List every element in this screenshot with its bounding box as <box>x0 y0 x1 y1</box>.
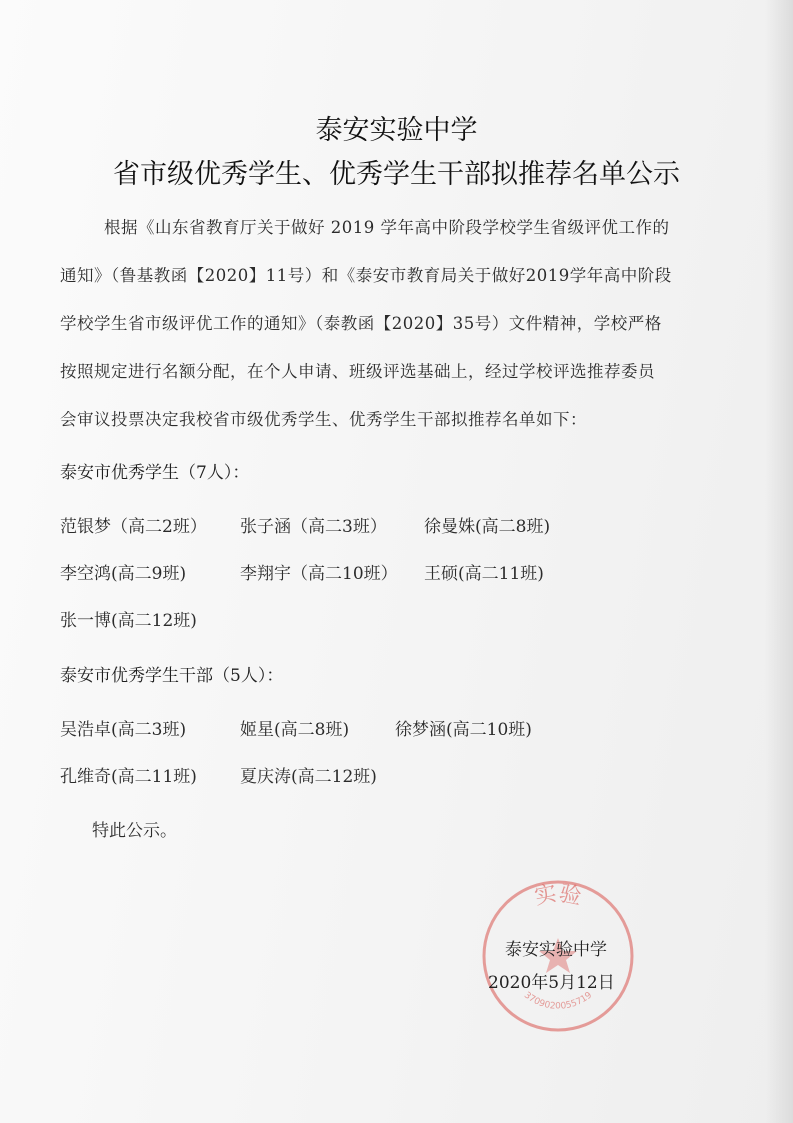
cadre-name: 吴浩卓(高二3班) <box>60 720 187 740</box>
signature-org: 泰安实验中学 <box>505 940 607 960</box>
cadre-name: 夏庆涛(高二12班) <box>240 767 377 787</box>
cadre-name: 徐梦涵(高二10班) <box>395 720 532 740</box>
signature-date: 2020年5月12日 <box>488 973 615 993</box>
closing-text: 特此公示。 <box>92 821 177 841</box>
paragraph-line: 通知》（鲁基教函【2020】11号）和《泰安市教育局关于做好2019学年高中阶段 <box>60 266 672 285</box>
paragraph-line: 会审议投票决定我校省市级优秀学生、优秀学生干部拟推荐名单如下： <box>60 410 587 429</box>
document-title-line2: 省市级优秀学生、优秀学生干部拟推荐名单公示 <box>113 159 680 190</box>
section-heading-cadres: 泰安市优秀学生干部（5人）： <box>60 666 284 686</box>
paragraph-line: 按照规定进行名额分配，在个人申请、班级评选基础上，经过学校评选推荐委员 <box>60 362 655 381</box>
student-name: 李空鸿(高二9班) <box>60 564 187 584</box>
paragraph-line: 根据《山东省教育厅关于做好 2019 学年高中阶段学校学生省级评优工作的 <box>104 218 670 237</box>
paragraph-line: 学校学生省市级评优工作的通知》（泰教函【2020】35号）文件精神，学校严格 <box>60 314 662 333</box>
section-heading-students: 泰安市优秀学生（7人）： <box>60 463 250 483</box>
student-name: 李翔宇（高二10班） <box>240 564 398 584</box>
document-title-line1: 泰安实验中学 <box>315 115 478 146</box>
cadre-name: 孔维奇(高二11班) <box>60 767 197 787</box>
student-name: 范银梦（高二2班） <box>60 517 207 537</box>
seal-code-text: 3709020055719 <box>521 990 595 1012</box>
student-name: 张一博(高二12班) <box>60 611 197 631</box>
seal-top-text: 实验 <box>532 881 584 911</box>
student-name: 王硕(高二11班) <box>424 564 544 584</box>
cadre-name: 姬星(高二8班) <box>240 720 350 740</box>
student-name: 张子涵（高二3班） <box>240 517 387 537</box>
student-name: 徐曼姝(高二8班) <box>424 517 551 537</box>
